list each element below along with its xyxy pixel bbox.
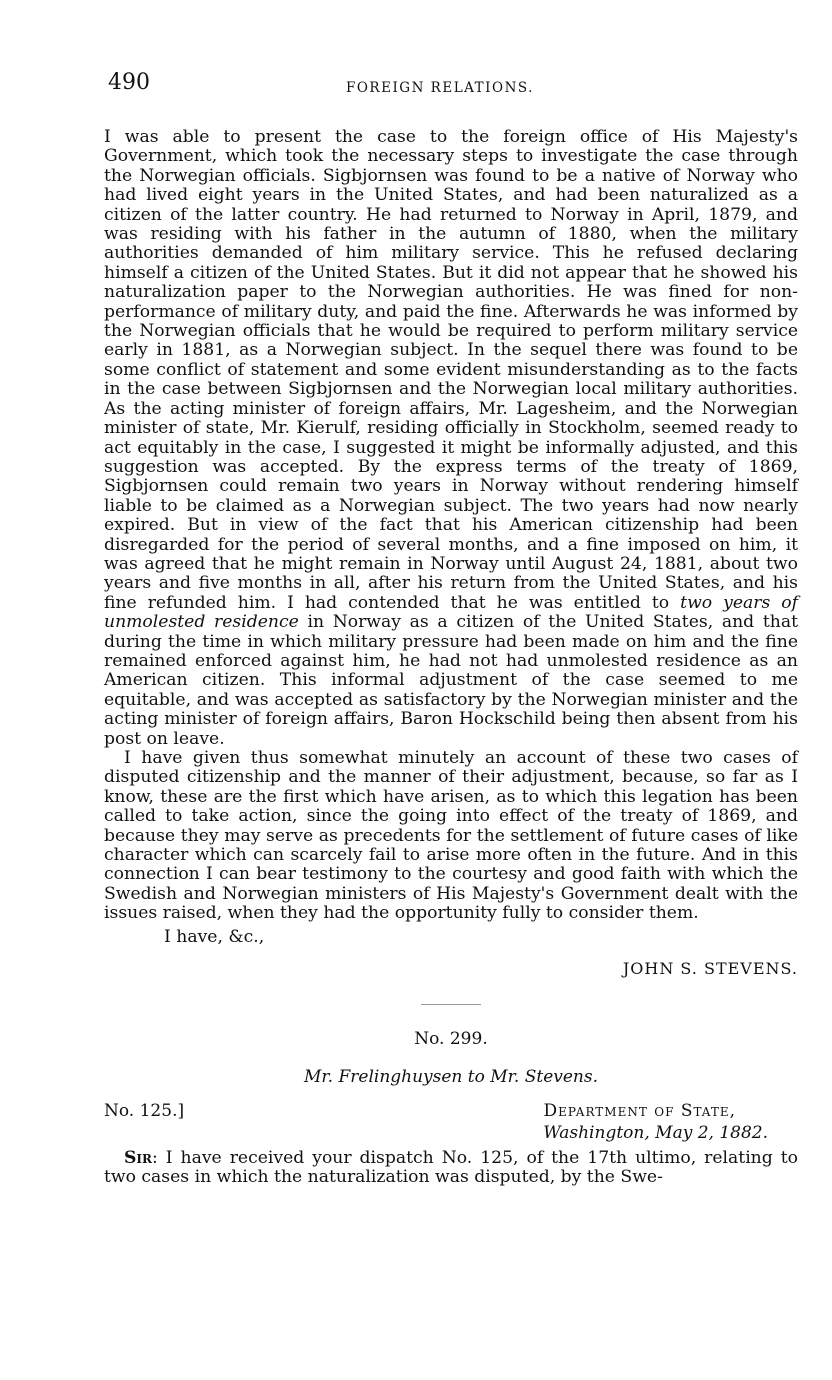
salutation: Sir bbox=[124, 1147, 152, 1168]
signature: JOHN S. STEVENS. bbox=[622, 958, 798, 978]
correspondents-heading: Mr. Frelinghuysen to Mr. Stevens. bbox=[303, 1066, 599, 1087]
running-title: FOREIGN RELATIONS. bbox=[346, 80, 534, 96]
closing: I have, &c., bbox=[164, 926, 265, 947]
date: May 2, 1882. bbox=[655, 1122, 768, 1143]
running-head bbox=[104, 70, 798, 106]
letter-opening bbox=[104, 1149, 798, 1188]
document-page bbox=[104, 70, 798, 1187]
page-number: 490 bbox=[108, 70, 150, 95]
place: Washington bbox=[543, 1122, 645, 1143]
section-divider bbox=[421, 1004, 481, 1005]
paragraph-text: in Norway as a citizen of the United States, and that during the time in which military pressure had been made on him and the fine remained enforced against him, he had not had unmolested residence as an American citizen. This informal adjustment of the case seemed to me equitable, and was accepted as satisfactory by the Norwegian minister and the acting minister of foreign affairs, Baron Hockschild being then absent from his post on leave. bbox=[104, 612, 798, 749]
italic-phrase: two years of unmolested residence bbox=[104, 592, 798, 633]
sender-office: Department of State, bbox=[543, 1100, 736, 1121]
dispatch-reference: No. 125.] bbox=[104, 1100, 185, 1121]
letter-text: : I have received your dispatch No. 125, of the 17th ultimo, relating to two cases in which the naturalization was disputed, by the Swe- bbox=[104, 1147, 798, 1188]
paragraph bbox=[104, 128, 798, 749]
dispatch-header bbox=[104, 1101, 798, 1147]
paragraph-text: I was able to present the case to the foreign office of His Majesty's Government, which took the necessary steps to investigate the case through the Norwegian officials. Sigbjornsen was found to be a native of Norway who had lived eight years in the United States, and had been naturalized as a citizen of the latter country. He had returned to Norway in April, 1879, and was residing with his father in the autumn of 1880, when the military authorities demanded of him military service. This he refused declaring himself a citizen of the United States. But it did not appear that he showed his naturalization paper to the Norwegian authorities. He was fined for non-performance of military duty, and paid the fine. Afterwards he was informed by the Norwegian officials that he would be required to perform military service early in 1881, as a Norwegian subject. In the sequel there was found to be some conflict of statement and some evident misunderstanding as to the facts in the case between Sigbjornsen and the Norwegian local military authorities. As the acting minister of foreign affairs, Mr. Lagesheim, and the Norwegian minister of state, Mr. Kierulf, residing officially in Stockholm, seemed ready to act equitably in the case, I suggested it might be informally adjusted, and this suggestion was accepted. By the express terms of the treaty of 1869, Sigbjornsen could remain two years in Norway without rendering himself liable to be claimed as a Norwegian subject. The two years had now nearly expired. But in view of the fact that his American citizenship had been disregarded for the period of several months, and a fine imposed on him, it was agreed that he might remain in Norway until August 24, 1881, about two years and five months in all, after his return from the United States, and his fine refunded him. I had contended that he was entitled to bbox=[104, 127, 798, 613]
paragraph: I have given thus somewhat minutely an account of these two cases of disputed citizenship and the manner of their adjustment, because, so far as I know, these are the first which have arisen, as to which this legation has been called to take action, since the going into effect of the treaty of 1869, and because they may serve as precedents for the settlement of future cases of like character which can scarcely fail to arise more often in the future. And in this connection I can bear testimony to the courtesy and good faith with which the Swedish and Norwegian ministers of His Majesty's Government dealt with the issues raised, when they had the opportunity fully to consider them. bbox=[104, 748, 798, 924]
letter-body bbox=[104, 128, 798, 924]
document-number: No. 299. bbox=[414, 1028, 488, 1049]
sender-place-date: Washington, May 2, 1882. bbox=[543, 1122, 768, 1143]
